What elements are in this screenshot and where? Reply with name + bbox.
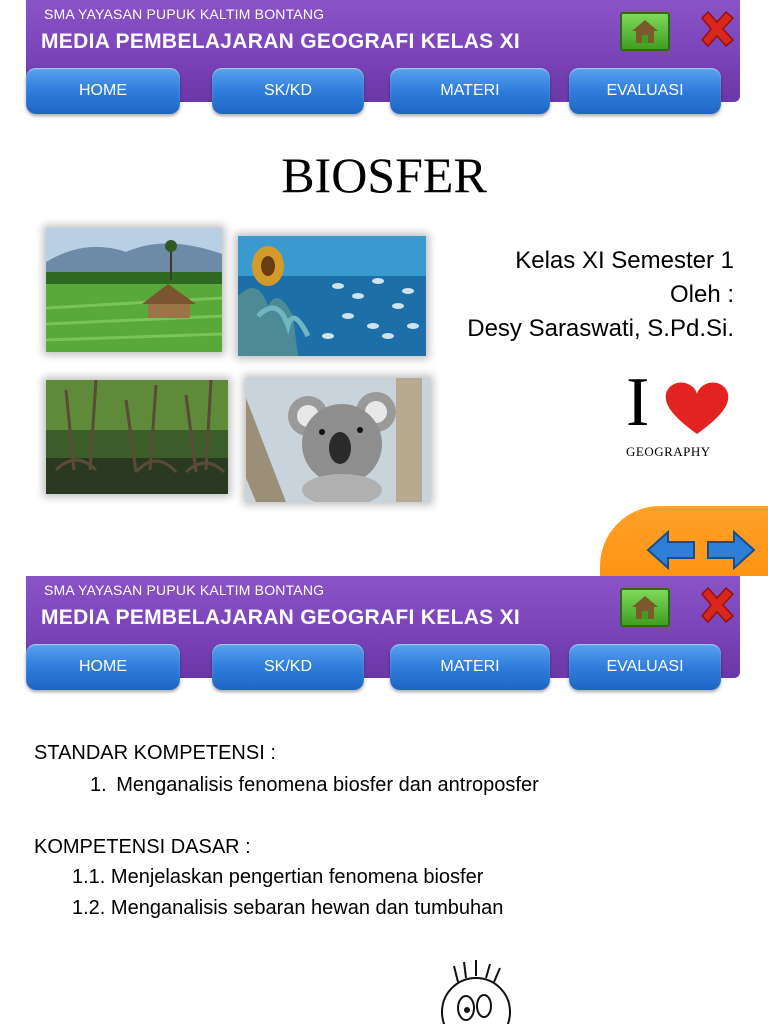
author-info: [467, 244, 734, 346]
media-title: MEDIA PEMBELAJARAN GEOGRAFI KELAS XI: [41, 30, 521, 53]
logo-letter: I: [626, 364, 650, 441]
koala-photo: [246, 378, 430, 502]
coral-reef-photo: [238, 236, 426, 356]
kd-heading: KOMPETENSI DASAR :: [34, 836, 251, 858]
logo-word: GEOGRAPHY: [626, 444, 711, 459]
nav-materi-button[interactable]: MATERI: [390, 644, 550, 690]
i-love-geography-logo: [626, 364, 736, 460]
kd-item-2: 1.2. Menganalisis sebaran hewan dan tumbuhan: [72, 897, 504, 919]
mangrove-photo: [46, 380, 228, 494]
class-semester: Kelas XI Semester 1: [515, 247, 734, 274]
sk-item-text: Menganalisis fenomena biosfer dan antroposfer: [116, 774, 539, 796]
nav-materi-button[interactable]: MATERI: [390, 68, 550, 114]
nav-skkd-button[interactable]: SK/KD: [212, 68, 364, 114]
page-title: BIOSFER: [281, 147, 487, 203]
author-name: Desy Saraswati, S.Pd.Si.: [467, 315, 734, 342]
rice-field-photo: [46, 228, 222, 352]
sk-item-number: 1.: [90, 774, 107, 796]
home-icon[interactable]: [620, 588, 670, 627]
arrow-right-icon[interactable]: [706, 528, 756, 572]
close-icon[interactable]: [696, 584, 738, 626]
sk-item: [90, 774, 539, 797]
by-label: Oleh :: [669, 281, 734, 308]
heart-icon: [662, 378, 732, 438]
nav-home-button[interactable]: HOME: [26, 68, 180, 114]
nav-evaluasi-button[interactable]: EVALUASI: [569, 68, 721, 114]
media-title: MEDIA PEMBELAJARAN GEOGRAFI KELAS XI: [41, 606, 521, 629]
nav-evaluasi-button[interactable]: EVALUASI: [569, 644, 721, 690]
school-name: SMA YAYASAN PUPUK KALTIM BONTANG: [44, 582, 325, 598]
slide-sk-kd: [0, 576, 768, 1024]
nav-home-button[interactable]: HOME: [26, 644, 180, 690]
nav-skkd-button[interactable]: SK/KD: [212, 644, 364, 690]
sk-heading: STANDAR KOMPETENSI :: [34, 742, 276, 764]
close-icon[interactable]: [696, 8, 738, 50]
kd-item-1: 1.1. Menjelaskan pengertian fenomena biosfer: [72, 866, 484, 888]
cartoon-face-icon: [436, 956, 516, 1024]
school-name: SMA YAYASAN PUPUK KALTIM BONTANG: [44, 6, 325, 22]
home-icon[interactable]: [620, 12, 670, 51]
arrow-left-icon[interactable]: [646, 528, 696, 572]
